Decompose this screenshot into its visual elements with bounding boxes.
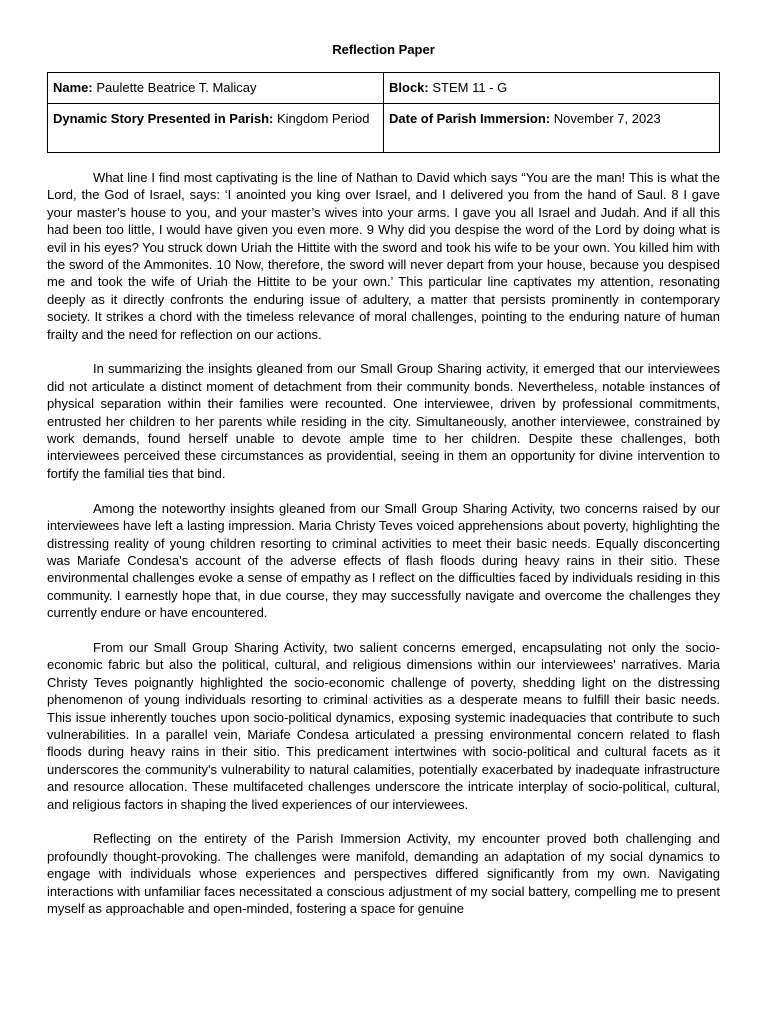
info-table-row — [48, 104, 720, 153]
document-body — [47, 169, 720, 917]
story-value: Kingdom Period — [273, 111, 370, 126]
block-label: Block: — [389, 80, 429, 95]
name-label: Name: — [53, 80, 93, 95]
story-cell — [48, 104, 384, 153]
name-value: Paulette Beatrice T. Malicay — [92, 80, 257, 95]
body-paragraph: What line I find most captivating is the line of Nathan to David which says “You are the man! This is what the Lord, the God of Israel, says: ‘I anointed you king over Israel, and I delivered you from the hand of Saul. 8 I gave your master’s house to you, and your master’s wives into your arms. I gave you all Israel and Judah. And if all this had been too little, I would have given you even more. 9 Why did you despise the word of the Lord by doing what is evil in his eyes? You struck down Uriah the Hittite with the sword and took his wife to be your own. You killed him with the sword of the Ammonites. 10 Now, therefore, the sword will never depart from your house, because you despised me and took the wife of Uriah the Hittite to be your own.’ This particular line captivates my attention, resonating deeply as it directly confronts the enduring issue of adultery, a matter that persists prominently in contemporary society. It strikes a chord with the timeless relevance of moral challenges, pointing to the enduring nature of human frailty and the need for reflection on our actions. — [47, 170, 720, 342]
name-cell — [48, 73, 384, 104]
block-cell — [384, 73, 720, 104]
body-paragraph: From our Small Group Sharing Activity, two salient concerns emerged, encapsulating not only the socio-economic fabric but also the political, cultural, and religious dimensions within our interviewees' narratives. Maria Christy Teves poignantly highlighted the socio-economic challenge of poverty, shedding light on the distressing phenomenon of young individuals resorting to criminal activities as a desperate means to fulfill their basic needs. This issue inherently touches upon socio-political dynamics, exposing systemic inadequacies that contribute to such vulnerabilities. In a parallel vein, Mariafe Condesa articulated a pressing environmental concern related to flash floods during heavy rains in their sitio. This predicament intertwines with socio-political and cultural facets as it underscores the community's vulnerability to natural calamities, potentially exacerbated by inadequate infrastructure and resource allocation. These multifaceted challenges underscore the intricate interplay of socio-political, cultural, and religious factors in shaping the lived experiences of our interviewees. — [47, 639, 720, 812]
body-paragraph: In summarizing the insights gleaned from our Small Group Sharing activity, it emerged that our interviewees did not articulate a distinct moment of detachment from their community bonds. Nevertheless, notable instances of physical separation within their families were recounted. One interviewee, driven by professional commitments, entrusted her children to her parents while residing in the city. Simultaneously, another interviewee, constrained by work demands, found herself unable to devote ample time to her children. Despite these challenges, both interviewees perceived these circumstances as providential, seeing in them an opportunity for divine intervention to fortify the familial ties that bind. — [47, 361, 720, 481]
document-page — [47, 41, 720, 935]
story-label: Dynamic Story Presented in Parish: — [53, 111, 274, 126]
body-paragraph: Among the noteworthy insights gleaned from our Small Group Sharing Activity, two concerns raised by our interviewees have left a lasting impression. Maria Christy Teves voiced apprehensions about poverty, highlighting the distressing reality of young children resorting to criminal activities to meet their basic needs. Equally disconcerting was Mariafe Condesa's account of the adverse effects of flash floods during heavy rains in their sitio. These environmental challenges evoke a sense of empathy as I reflect on the difficulties faced by individuals residing in this community. I earnestly hope that, in due course, they may successfully navigate and overcome the challenges they currently endure or have encountered. — [47, 500, 720, 621]
document-title: Reflection Paper — [332, 42, 435, 57]
block-value: STEM 11 - G — [428, 80, 508, 95]
info-table-row — [48, 73, 720, 104]
date-cell — [384, 104, 720, 153]
info-table — [47, 72, 720, 153]
date-value: November 7, 2023 — [550, 111, 661, 126]
body-paragraph: Reflecting on the entirety of the Parish Immersion Activity, my encounter proved both challenging and profoundly thought-provoking. The challenges were manifold, demanding an adaptation of my social dynamics to engage with individuals whose experiences and perspectives differed significantly from my own. Navigating interactions with unfamiliar faces necessitated a conscious adjustment of my social battery, compelling me to present myself as approachable and open-minded, fostering a space for genuine — [47, 831, 720, 916]
date-label: Date of Parish Immersion: — [389, 111, 551, 126]
